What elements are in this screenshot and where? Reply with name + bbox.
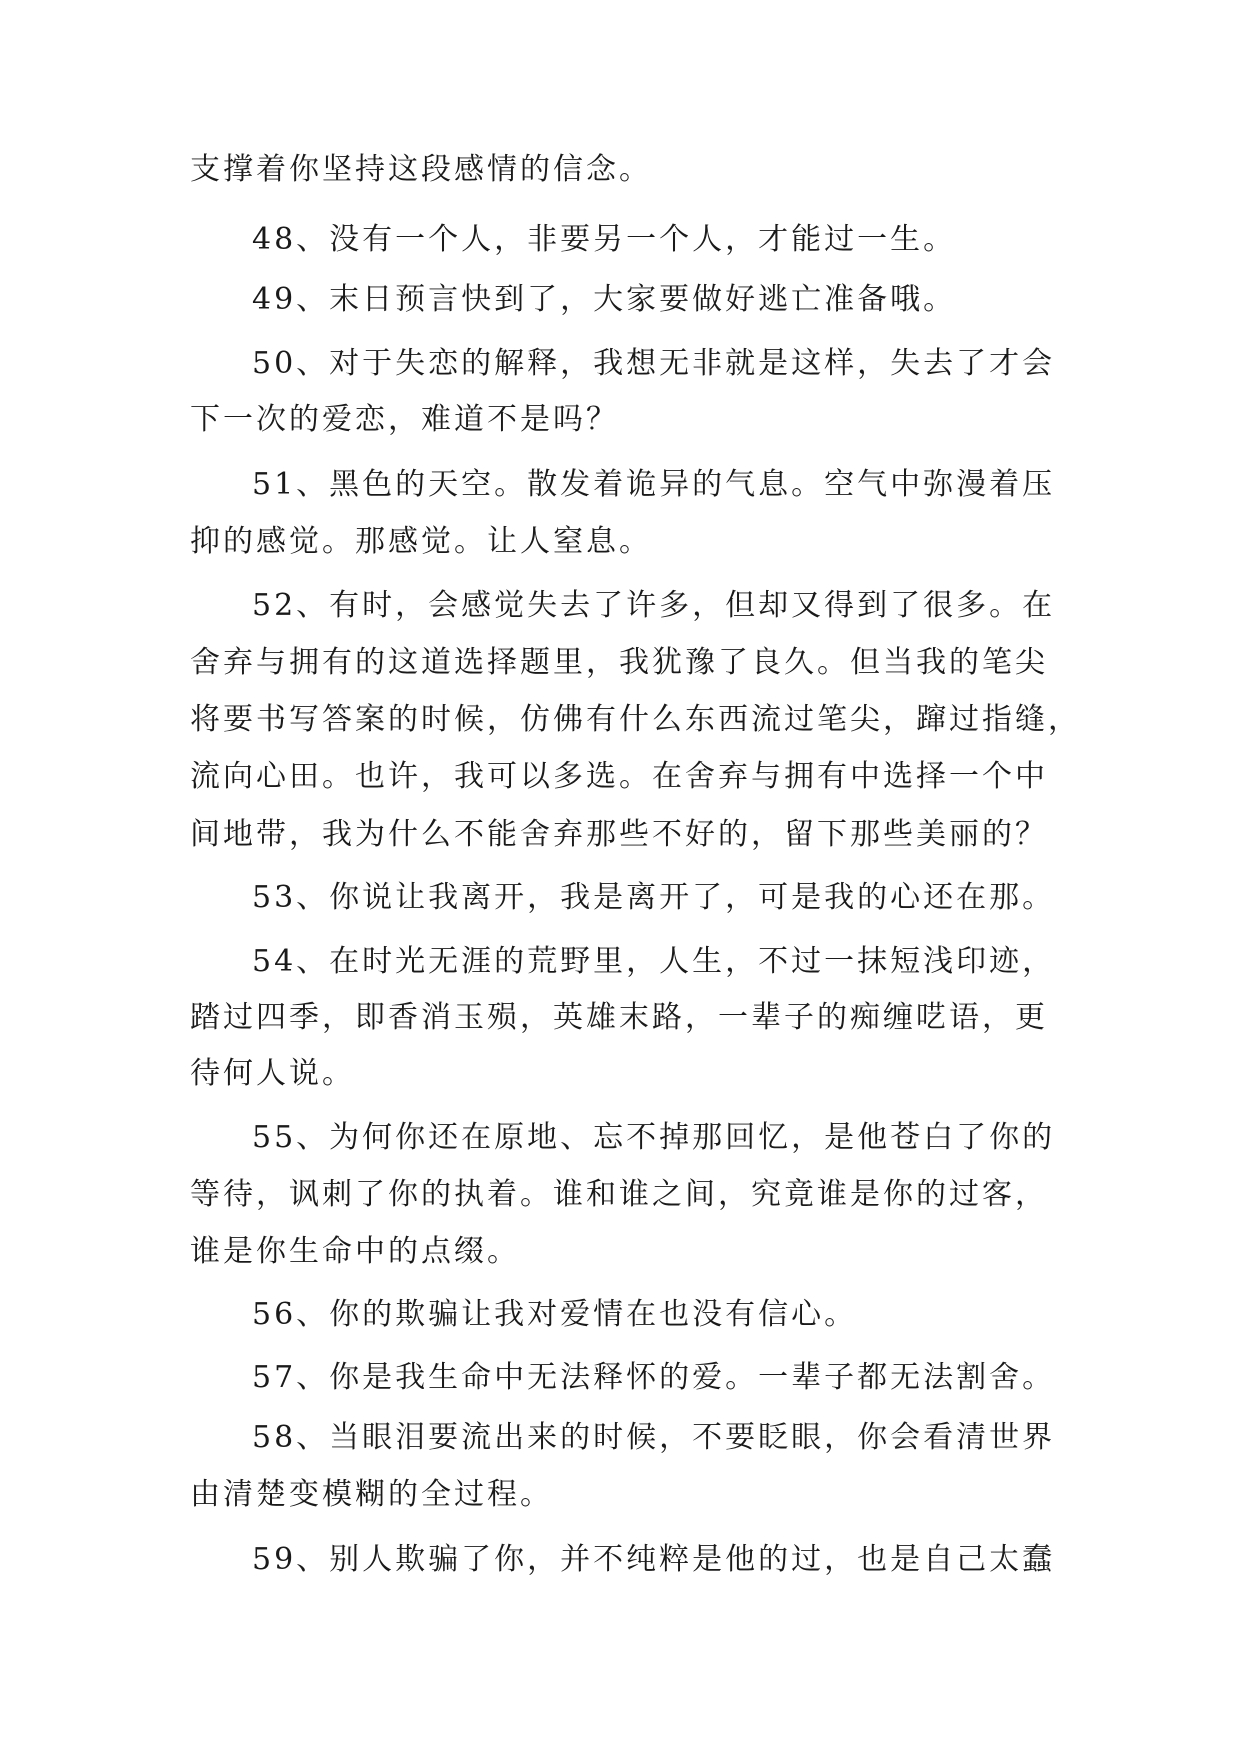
text-line: 56、你的欺骗让我对爱情在也没有信心。 <box>252 1297 858 1332</box>
text-line: 谁是你生命中的点缀。 <box>190 1234 520 1269</box>
text-line: 舍弃与拥有的这道选择题里，我犹豫了良久。但当我的笔尖 <box>190 645 1048 680</box>
text-line: 49、末日预言快到了，大家要做好逃亡准备哦。 <box>252 282 957 317</box>
text-line: 55、为何你还在原地、忘不掉那回忆，是他苍白了你的 <box>252 1120 1056 1155</box>
text-line: 54、在时光无涯的荒野里，人生，不过一抹短浅印迹， <box>252 944 1056 979</box>
text-line: 50、对于失恋的解释，我想无非就是这样，失去了才会 <box>252 346 1056 381</box>
text-line: 待何人说。 <box>190 1056 355 1091</box>
text-line: 59、别人欺骗了你，并不纯粹是他的过，也是自己太蠢 <box>252 1542 1056 1577</box>
text-line: 58、当眼泪要流出来的时候，不要眨眼，你会看清世界 <box>252 1420 1056 1455</box>
text-line: 流向心田。也许，我可以多选。在舍弃与拥有中选择一个中 <box>190 759 1048 794</box>
text-line: 由清楚变模糊的全过程。 <box>190 1477 553 1512</box>
text-line: 抑的感觉。那感觉。让人窒息。 <box>190 524 652 559</box>
text-line: 踏过四季，即香消玉殒，英雄末路，一辈子的痴缠呓语，更 <box>190 1000 1048 1035</box>
text-line: 57、你是我生命中无法释怀的爱。一辈子都无法割舍。 <box>252 1360 1056 1395</box>
text-line: 下一次的爱恋，难道不是吗？ <box>190 402 619 437</box>
text-line: 将要书写答案的时候，仿佛有什么东西流过笔尖，蹿过指缝， <box>190 702 1081 737</box>
text-line: 支撑着你坚持这段感情的信念。 <box>190 152 652 187</box>
text-line: 间地带，我为什么不能舍弃那些不好的，留下那些美丽的？ <box>190 817 1048 852</box>
text-line: 52、有时，会感觉失去了许多，但却又得到了很多。在 <box>252 588 1056 623</box>
text-line: 48、没有一个人，非要另一个人，才能过一生。 <box>252 222 957 257</box>
text-line: 等待，讽刺了你的执着。谁和谁之间，究竟谁是你的过客， <box>190 1177 1048 1212</box>
text-line: 51、黑色的天空。散发着诡异的气息。空气中弥漫着压 <box>252 467 1056 502</box>
text-line: 53、你说让我离开，我是离开了，可是我的心还在那。 <box>252 880 1056 915</box>
